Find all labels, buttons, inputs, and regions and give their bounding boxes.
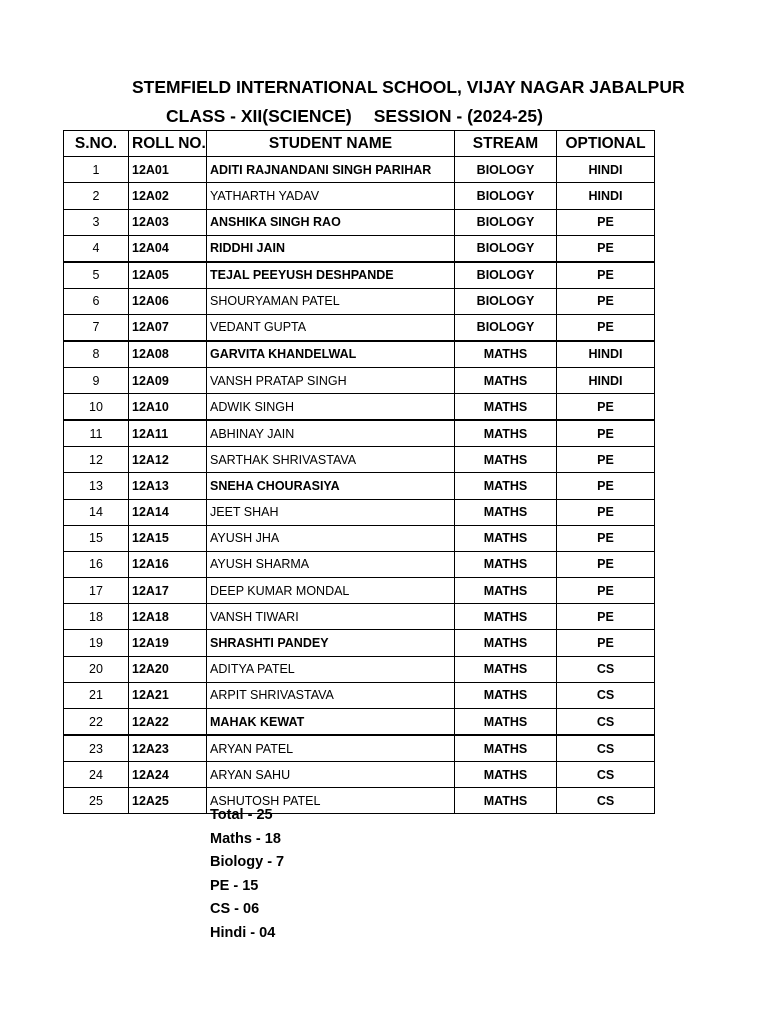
optional-cell: PE [557, 394, 655, 421]
stream-cell: MATHS [455, 788, 557, 814]
table-row [64, 788, 655, 814]
sno-cell: 5 [64, 262, 129, 289]
roll-no-cell: 12A05 [129, 262, 207, 289]
roll-no-cell: 12A08 [129, 341, 207, 368]
roll-no-cell: 12A16 [129, 551, 207, 577]
sno-cell: 10 [64, 394, 129, 421]
stream-cell: MATHS [455, 447, 557, 473]
roll-no-cell: 12A14 [129, 499, 207, 525]
optional-cell: PE [557, 551, 655, 577]
stream-cell: MATHS [455, 709, 557, 736]
student-name-cell: ARYAN SAHU [207, 762, 455, 788]
sno-cell: 24 [64, 762, 129, 788]
sno-cell: 4 [64, 235, 129, 262]
roll-no-cell: 12A22 [129, 709, 207, 736]
stream-cell: BIOLOGY [455, 262, 557, 289]
sno-cell: 20 [64, 656, 129, 682]
student-name-cell: SHRASHTI PANDEY [207, 630, 455, 656]
stream-cell: BIOLOGY [455, 183, 557, 209]
optional-cell: PE [557, 578, 655, 604]
roll-no-cell: 12A20 [129, 656, 207, 682]
sno-cell: 1 [64, 157, 129, 183]
student-name-cell: ARYAN PATEL [207, 735, 455, 762]
table-row [64, 183, 655, 209]
optional-cell: CS [557, 709, 655, 736]
table-row [64, 288, 655, 314]
table-row [64, 341, 655, 368]
summary-maths: Maths - 18 [210, 830, 281, 847]
stream-cell: MATHS [455, 656, 557, 682]
summary-cs: CS - 06 [210, 901, 260, 918]
stream-cell: MATHS [455, 341, 557, 368]
student-name-cell: VANSH TIWARI [207, 604, 455, 630]
table-row [64, 367, 655, 393]
table-row [64, 735, 655, 762]
student-name-cell: RIDDHI JAIN [207, 235, 455, 262]
sno-cell: 9 [64, 367, 129, 393]
optional-cell: PE [557, 314, 655, 341]
roll-no-cell: 12A04 [129, 235, 207, 262]
roll-no-cell: 12A23 [129, 735, 207, 762]
session-label: SESSION - (2024-25) [373, 106, 543, 126]
optional-cell: PE [557, 420, 655, 447]
table-row [64, 420, 655, 447]
table-row [64, 209, 655, 235]
stream-cell: BIOLOGY [455, 235, 557, 262]
optional-cell: PE [557, 235, 655, 262]
table-row [64, 394, 655, 421]
student-name-cell: SARTHAK SHRIVASTAVA [207, 447, 455, 473]
table-header-row [64, 131, 655, 157]
roll-no-cell: 12A15 [129, 525, 207, 551]
summary-block [210, 804, 284, 946]
student-name-cell: AYUSH JHA [207, 525, 455, 551]
summary-total: Total - 25 [210, 807, 273, 823]
student-name-cell: AYUSH SHARMA [207, 551, 455, 577]
col-header-sno: S.NO. [64, 131, 129, 157]
stream-cell: MATHS [455, 630, 557, 656]
sno-cell: 12 [64, 447, 129, 473]
table-row [64, 447, 655, 473]
summary-hindi: Hindi - 04 [210, 924, 276, 941]
student-name-cell: ADITI RAJNANDANI SINGH PARIHAR [207, 157, 455, 183]
roll-no-cell: 12A07 [129, 314, 207, 341]
student-name-cell: ASHUTOSH PATEL [207, 788, 455, 814]
sno-cell: 14 [64, 499, 129, 525]
stream-cell: MATHS [455, 473, 557, 499]
col-header-optional: OPTIONAL [557, 131, 655, 157]
roll-no-cell: 12A13 [129, 473, 207, 499]
student-name-cell: VANSH PRATAP SINGH [207, 367, 455, 393]
optional-cell: PE [557, 630, 655, 656]
stream-cell: MATHS [455, 420, 557, 447]
summary-biology: Biology - 7 [210, 854, 285, 871]
roll-no-cell: 12A11 [129, 420, 207, 447]
optional-cell: PE [557, 209, 655, 235]
sno-cell: 17 [64, 578, 129, 604]
student-name-cell: DEEP KUMAR MONDAL [207, 578, 455, 604]
stream-cell: MATHS [455, 682, 557, 708]
summary-pe: PE - 15 [210, 877, 259, 894]
roll-no-cell: 12A09 [129, 367, 207, 393]
student-name-cell: ABHINAY JAIN [207, 420, 455, 447]
sno-cell: 11 [64, 420, 129, 447]
stream-cell: MATHS [455, 762, 557, 788]
stream-cell: BIOLOGY [455, 314, 557, 341]
roll-no-cell: 12A17 [129, 578, 207, 604]
optional-cell: HINDI [557, 183, 655, 209]
stream-cell: BIOLOGY [455, 209, 557, 235]
optional-cell: HINDI [557, 157, 655, 183]
optional-cell: PE [557, 262, 655, 289]
optional-cell: PE [557, 499, 655, 525]
col-header-name: STUDENT NAME [207, 131, 455, 157]
stream-cell: MATHS [455, 551, 557, 577]
optional-cell: PE [557, 604, 655, 630]
sno-cell: 25 [64, 788, 129, 814]
stream-cell: MATHS [455, 604, 557, 630]
stream-cell: MATHS [455, 367, 557, 393]
optional-cell: PE [557, 473, 655, 499]
roll-no-cell: 12A25 [129, 788, 207, 814]
student-name-cell: ARPIT SHRIVASTAVA [207, 682, 455, 708]
table-row [64, 499, 655, 525]
table-row [64, 762, 655, 788]
optional-cell: CS [557, 682, 655, 708]
student-name-cell: YATHARTH YADAV [207, 183, 455, 209]
table-row [64, 473, 655, 499]
optional-cell: PE [557, 288, 655, 314]
student-name-cell: TEJAL PEEYUSH DESHPANDE [207, 262, 455, 289]
stream-cell: BIOLOGY [455, 157, 557, 183]
student-table [63, 130, 655, 814]
sno-cell: 16 [64, 551, 129, 577]
table-body [64, 157, 655, 814]
student-name-cell: SHOURYAMAN PATEL [207, 288, 455, 314]
table-row [64, 604, 655, 630]
student-name-cell: ADWIK SINGH [207, 394, 455, 421]
optional-cell: PE [557, 525, 655, 551]
student-name-cell: SNEHA CHOURASIYA [207, 473, 455, 499]
col-header-roll: ROLL NO. [129, 131, 207, 157]
stream-cell: MATHS [455, 735, 557, 762]
sno-cell: 6 [64, 288, 129, 314]
table-row [64, 682, 655, 708]
table-row [64, 314, 655, 341]
sno-cell: 18 [64, 604, 129, 630]
sno-cell: 13 [64, 473, 129, 499]
class-session-line [166, 106, 543, 127]
table-row [64, 656, 655, 682]
stream-cell: MATHS [455, 499, 557, 525]
roll-no-cell: 12A06 [129, 288, 207, 314]
school-title: STEMFIELD INTERNATIONAL SCHOOL, VIJAY NAGAR JABALPUR [132, 77, 685, 97]
roll-no-cell: 12A01 [129, 157, 207, 183]
table-row [64, 578, 655, 604]
roll-no-cell: 12A02 [129, 183, 207, 209]
student-name-cell: VEDANT GUPTA [207, 314, 455, 341]
optional-cell: CS [557, 788, 655, 814]
optional-cell: CS [557, 735, 655, 762]
stream-cell: MATHS [455, 394, 557, 421]
class-label: CLASS - XII(SCIENCE) [166, 106, 352, 126]
table-row [64, 262, 655, 289]
roll-no-cell: 12A12 [129, 447, 207, 473]
sno-cell: 19 [64, 630, 129, 656]
optional-cell: CS [557, 656, 655, 682]
student-name-cell: MAHAK KEWAT [207, 709, 455, 736]
table-row [64, 525, 655, 551]
table-row [64, 157, 655, 183]
sno-cell: 8 [64, 341, 129, 368]
table-row [64, 709, 655, 736]
table-row [64, 235, 655, 262]
optional-cell: HINDI [557, 367, 655, 393]
student-name-cell: JEET SHAH [207, 499, 455, 525]
sno-cell: 21 [64, 682, 129, 708]
optional-cell: CS [557, 762, 655, 788]
table-row [64, 630, 655, 656]
sno-cell: 7 [64, 314, 129, 341]
roll-no-cell: 12A19 [129, 630, 207, 656]
optional-cell: PE [557, 447, 655, 473]
roll-no-cell: 12A10 [129, 394, 207, 421]
stream-cell: MATHS [455, 578, 557, 604]
sno-cell: 15 [64, 525, 129, 551]
col-header-stream: STREAM [455, 131, 557, 157]
student-name-cell: ADITYA PATEL [207, 656, 455, 682]
sno-cell: 3 [64, 209, 129, 235]
stream-cell: BIOLOGY [455, 288, 557, 314]
roll-no-cell: 12A03 [129, 209, 207, 235]
sno-cell: 22 [64, 709, 129, 736]
roll-no-cell: 12A21 [129, 682, 207, 708]
stream-cell: MATHS [455, 525, 557, 551]
roll-no-cell: 12A18 [129, 604, 207, 630]
roll-no-cell: 12A24 [129, 762, 207, 788]
sno-cell: 23 [64, 735, 129, 762]
student-name-cell: ANSHIKA SINGH RAO [207, 209, 455, 235]
optional-cell: HINDI [557, 341, 655, 368]
sno-cell: 2 [64, 183, 129, 209]
table-row [64, 551, 655, 577]
student-name-cell: GARVITA KHANDELWAL [207, 341, 455, 368]
